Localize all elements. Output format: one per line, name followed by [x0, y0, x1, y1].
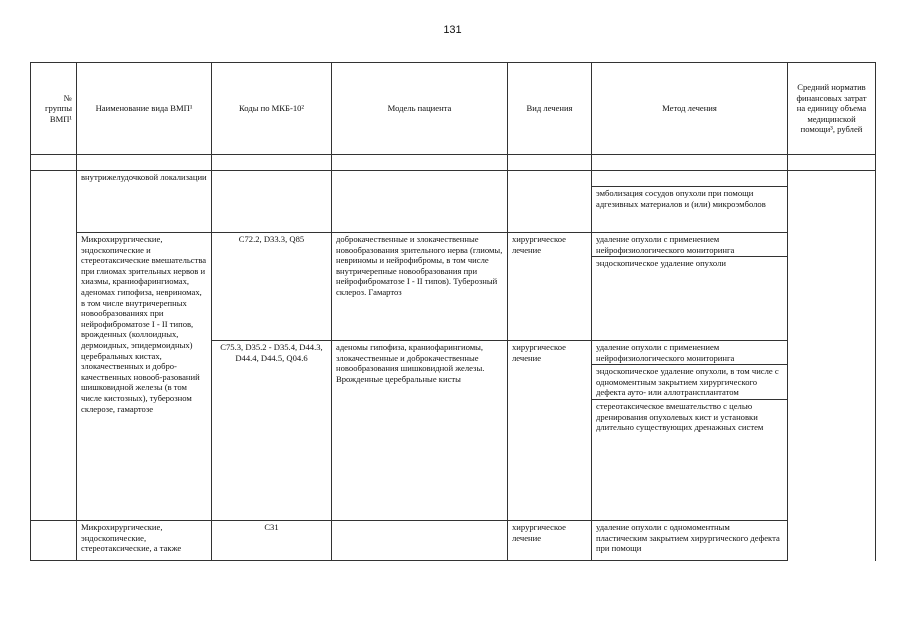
header-group-no: № группы ВМП¹ [31, 63, 77, 155]
block1-sub2-method-3: стереотаксическое вмешательство с целью дренирования опухолевых кист и установки длительно существующих дренажных систем [596, 400, 764, 433]
page-number: 131 [443, 24, 462, 36]
continued-name: внутрижелудочковой локализации [77, 171, 212, 233]
block1-sub2-model: аденомы гипофиза, краниофарингиомы, злокачественные и доброкачественные новообразования шишковидной железы. Врожденные церебральные кисты [332, 341, 508, 521]
block2-method: удаление опухоли с одномоментным пластическим закрытием хирургического дефекта при помощи [592, 521, 788, 561]
table-row-block2 [31, 521, 876, 561]
method-embolization: эмболизация сосудов опухоли при помощи адгезивных материалов и (или) микроэмболов [596, 188, 766, 209]
block1-sub1-method-2: эндоскопическое удаление опухоли [596, 258, 727, 269]
block2-codes: C31 [212, 521, 332, 561]
block1-sub2-codes: C75.3, D35.2 - D35.4, D44.3, D44.4, D44.5, Q04.6 [212, 341, 332, 521]
block1-name: Микрохирургические, эндоскопические и стереотаксические вмешательства при глиомах зрительных нервов и хиазмы, краниофарингиомах, аденомах гипофиза, невриномах, в том числе внутричерепных новообразованиях при нейрофиброматозе I - II типов, врожденных (коллоидных, дермоидных, эпидермоидных) церебральных кистах, злокачественных и добро-качественных новооб-разований шишковидной железы (в том числе кистозных), туберозном склерозе, гамартозе [77, 233, 212, 521]
table-row-block1-sub1 [31, 233, 876, 341]
block1-sub2-method-2: эндоскопическое удаление опухоли, в том числе с одномоментным закрытием хирургического дефекта ауто- или аллотрансплантатом [592, 365, 787, 400]
block1-sub1-codes: C72.2, D33.3, Q85 [212, 233, 332, 341]
header-codes: Коды по МКБ-10² [212, 63, 332, 155]
block1-sub1-method-1: удаление опухоли с применением нейрофизиологического мониторинга [592, 233, 787, 257]
header-method: Метод лечения [592, 63, 788, 155]
header-model: Модель пациента [332, 63, 508, 155]
block1-sub1-treatment: хирургическое лечение [508, 233, 592, 341]
vmp-table [30, 62, 876, 561]
block1-sub2-treatment: хирургическое лечение [508, 341, 592, 521]
header-treatment-type: Вид лечения [508, 63, 592, 155]
block1-sub1-model: доброкачественные и злокачественные новообразования зрительного нерва (глиомы, невриномы и нейрофибромы, в том числе внутричерепные новообразования при нейрофиброматозе I - II типов). Туберозный склероз. Гамартоз [332, 233, 508, 341]
header-name: Наименование вида ВМП¹ [77, 63, 212, 155]
empty-row [31, 155, 876, 171]
table-row-continued [31, 171, 876, 233]
header-row [31, 63, 876, 155]
block1-sub2-method-1: удаление опухоли с применением нейрофизиологического мониторинга [592, 341, 787, 365]
block2-name: Микрохирургические, эндоскопические, стереотаксические, а также [77, 521, 212, 561]
block2-treatment: хирургическое лечение [508, 521, 592, 561]
header-cost: Средний норматив финансовых затрат на единицу объема медицинской помощи³, рублей [788, 63, 876, 155]
